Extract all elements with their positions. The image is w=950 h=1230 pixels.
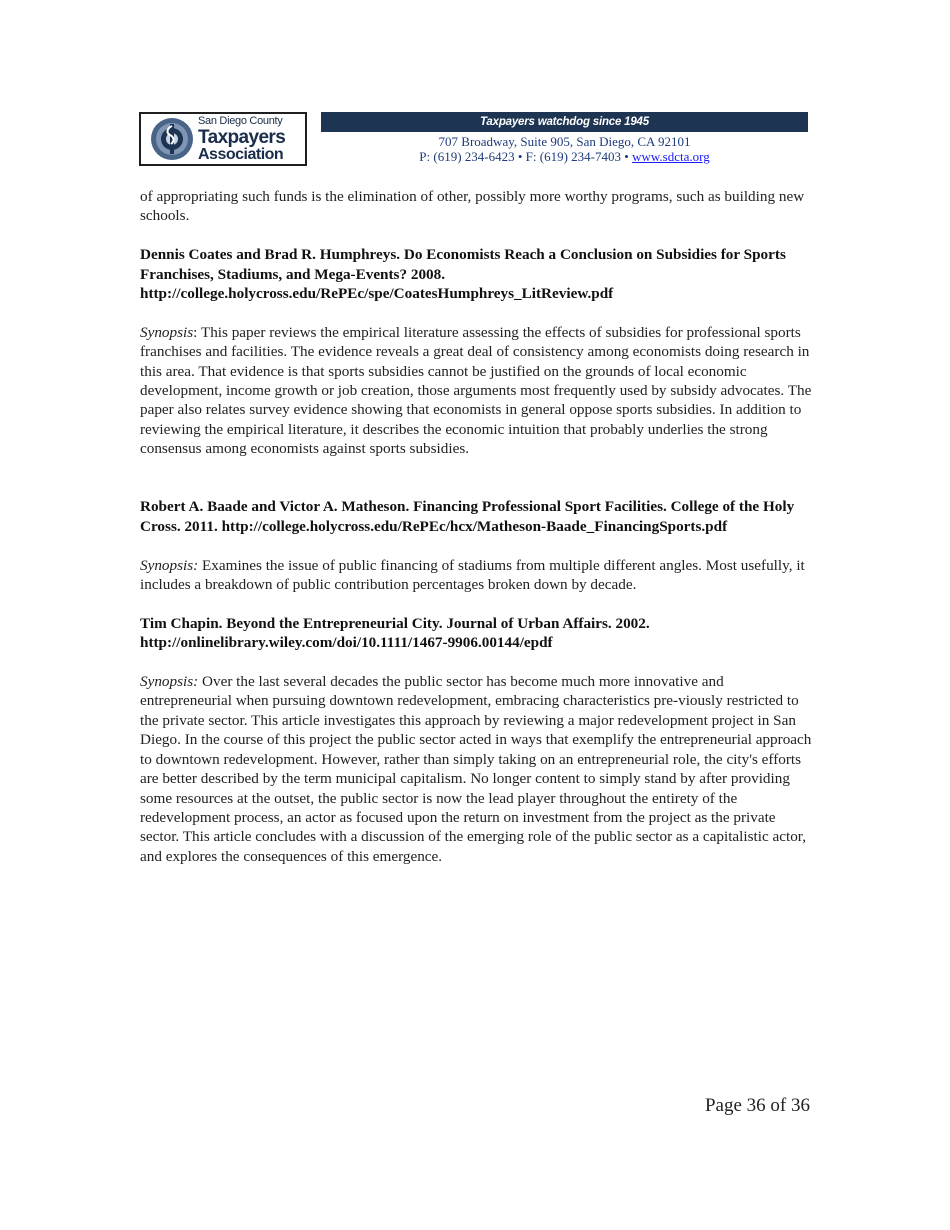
citation-2: Robert A. Baade and Victor A. Matheson. Financing Professional Sport Facilities. College of the Holy Cross. 2011. http://college.holycross.edu/RePEc/hcx/Matheson-Baade_FinancingSports.pdf [140, 498, 795, 535]
synopsis-text: Over the last several decades the public sector has become much more innovative and entrepreneurial when pursuing downtown redevelopment, embracing characteristics pre-viously restricted to the private sector. This article investigates this approach by reviewing a major redevelopment project in San Diego. In the course of this project the public sector acted in ways that exemplify the entrepreneurial approach to downtown redevelopment. However, rather than simply taking on an entrepreneurial role, the city's efforts are better described by the term municipal capitalism. No longer content to simply stand by after providing some resources at the outset, the public sector is now the lead player throughout the entirety of the redevelopment process, an actor as focused upon the return on investment from the project as the private sector. This article concludes with a discussion of the emerging role of the public sector as a capitalistic actor, and explores the consequences of this emergence. [140, 673, 812, 865]
synopsis-1 [140, 323, 814, 459]
contact-line [321, 149, 808, 164]
target-seal-icon [149, 116, 195, 162]
logo-line-1: San Diego County [198, 114, 283, 127]
synopsis-3 [140, 672, 814, 866]
synopsis-text: Examines the issue of public financing of stadiums from multiple different angles. Most usefully, it includes a breakdown of public contribution percentages broken down by decade. [140, 556, 805, 594]
citation-1: Dennis Coates and Brad R. Humphreys. Do Economists Reach a Conclusion on Subsidies for Sports Franchises, Stadiums, and Mega-Events? 2008. http://college.holycross.edu/RePEc/spe/CoatesHumphreys_LitReview.pdf [140, 246, 786, 303]
synopsis-label: Synopsis [140, 323, 194, 341]
phone-fax: P: (619) 234-6423 • F: (619) 234-7403 • [419, 149, 633, 164]
website-link[interactable]: www.sdcta.org [632, 149, 710, 164]
synopsis-text: This paper reviews the empirical literature assessing the effects of subsidies for professional sports franchises and facilities. The evidence reveals a great deal of consistency among economists doing research in this area. That evidence is that sports subsidies cannot be justified on the grounds of local economic development, income growth or job creation, those arguments most frequently used by subsidy advocates. The paper also relates survey evidence showing that economists in general oppose sports subsidies. In addition to reviewing the empirical literature, it describes the economic intuition that probably underlies the strong consensus among economists against sports subsidies. [140, 323, 812, 458]
address-block [321, 134, 808, 164]
document-body [140, 187, 814, 866]
logo-line-2: Taxpayers [198, 126, 286, 148]
sdcta-logo [139, 112, 307, 166]
intro-paragraph: of appropriating such funds is the elimination of other, possibly more worthy programs, such as building new schools. [140, 188, 805, 225]
logo-line-3: Association [198, 145, 284, 163]
synopsis-label: Synopsis: [140, 673, 199, 691]
synopsis-2 [140, 556, 814, 595]
citation-3: Tim Chapin. Beyond the Entrepreneurial City. Journal of Urban Affairs. 2002. http://onlinelibrary.wiley.com/doi/10.1111/1467-9906.00144/epdf [140, 614, 650, 652]
synopsis-sep: : [193, 323, 198, 341]
street-address: 707 Broadway, Suite 905, San Diego, CA 92101 [438, 134, 691, 149]
synopsis-label: Synopsis: [140, 556, 199, 574]
page-number: Page 36 of 36 [704, 1095, 810, 1116]
tagline-banner: Taxpayers watchdog since 1945 [321, 112, 808, 132]
